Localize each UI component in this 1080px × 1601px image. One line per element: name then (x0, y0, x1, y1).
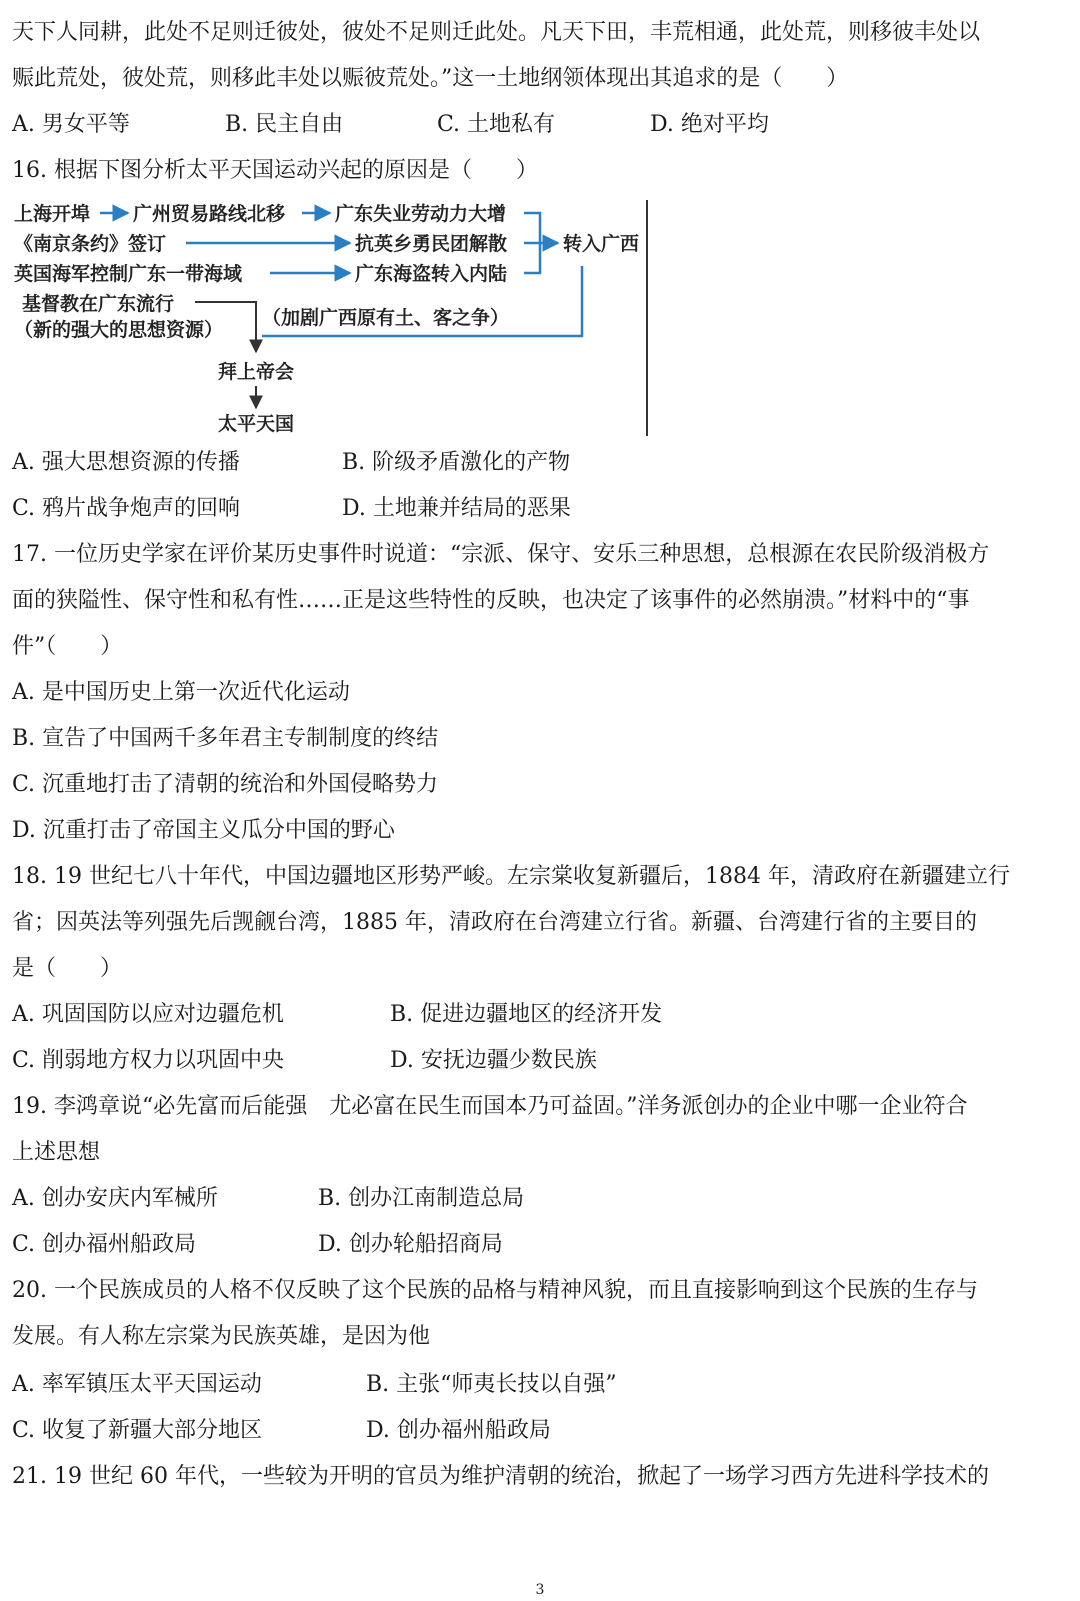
q20-option-a: A. 率军镇压太平天国运动 (12, 1372, 262, 1397)
q17-option-b: B. 宣告了中国两千多年君主专制制度的终结 (12, 726, 439, 751)
q19-line-2: 上述思想 (12, 1140, 101, 1165)
q16-option-b: B. 阶级矛盾激化的产物 (342, 450, 571, 475)
diagram-node-british-navy: 英国海军控制广东一带海域 (14, 263, 243, 285)
q20-option-c: C. 收复了新疆大部分地区 (12, 1418, 263, 1443)
diagram-node-taiping: 太平天国 (218, 413, 295, 435)
diagram-node-pirates: 广东海盗转入内陆 (355, 263, 508, 285)
q18-option-d: D. 安抚边疆少数民族 (390, 1048, 597, 1073)
diagram-node-god-worship: 拜上帝会 (218, 361, 295, 383)
page-number: 3 (535, 1582, 545, 1598)
q20-line-2: 发展。有人称左宗棠为民族英雄，是因为他 (12, 1324, 431, 1349)
diagram-node-nanjing-treaty: 《南京条约》签订 (14, 233, 167, 255)
q16-option-c: C. 鸦片战争炮声的回响 (12, 496, 241, 521)
diagram-node-hakka-conflict: （加剧广西原有土、客之争） (262, 307, 510, 329)
diagram-node-shanghai: 上海开埠 (14, 203, 91, 225)
q18-option-b: B. 促进边疆地区的经济开发 (390, 1002, 663, 1027)
q20-line-1: 20. 一个民族成员的人格不仅反映了这个民族的品格与精神风貌，而且直接影响到这个民族的生存与 (12, 1278, 978, 1303)
q18-option-a: A. 巩固国防以应对边疆危机 (12, 1002, 284, 1027)
diagram-node-thought-resource: （新的强大的思想资源） (14, 319, 224, 341)
q16-cause-diagram (0, 196, 680, 446)
diagram-node-militia-disband: 抗英乡勇民团解散 (355, 233, 508, 255)
q15-option-b: B. 民主自由 (225, 112, 344, 137)
diagram-node-guangzhou-trade: 广州贸易路线北移 (133, 203, 286, 225)
q17-line-3: 件”（ ） (12, 634, 123, 659)
q16-stem: 16. 根据下图分析太平天国运动兴起的原因是（ ） (12, 158, 538, 183)
q18-line-1: 18. 19 世纪七八十年代，中国边疆地区形势严峻。左宗棠收复新疆后，1884 年，清政府在新疆建立行 (12, 864, 1010, 889)
q20-option-b: B. 主张“师夷长技以自强” (366, 1372, 617, 1397)
q19-option-b: B. 创办江南制造总局 (318, 1186, 525, 1211)
q17-option-d: D. 沉重打击了帝国主义瓜分中国的野心 (12, 818, 395, 843)
q17-option-c: C. 沉重地打击了清朝的统治和外国侵略势力 (12, 772, 439, 797)
intro-line-1: 天下人同耕，此处不足则迁彼处，彼处不足则迁此处。凡天下田，丰荒相通，此处荒，则移彼丰处以 (12, 20, 981, 45)
q17-line-1: 17. 一位历史学家在评价某历史事件时说道：“宗派、保守、安乐三种思想，总根源在农民阶级消极方 (12, 542, 990, 567)
q17-option-a: A. 是中国历史上第一次近代化运动 (12, 680, 350, 705)
q18-line-2: 省；因英法等列强先后觊觎台湾，1885 年，清政府在台湾建立行省。新疆、台湾建行省的主要目的 (12, 910, 977, 935)
q18-line-3: 是（ ） (12, 956, 123, 981)
q21-line-1: 21. 19 世纪 60 年代，一些较为开明的官员为维护清朝的统治，掀起了一场学习西方先进科学技术的 (12, 1464, 989, 1489)
q19-option-c: C. 创办福州船政局 (12, 1232, 197, 1257)
q15-option-a: A. 男女平等 (12, 112, 130, 137)
q19-line-1: 19. 李鸿章说“必先富而后能强 尤必富在民生而国本乃可益固。”洋务派创办的企业中哪一企业符合 (12, 1094, 968, 1119)
diagram-node-to-guangxi: 转入广西 (563, 233, 640, 255)
q16-option-d: D. 土地兼并结局的恶果 (342, 496, 571, 521)
diagram-node-unemployment: 广东失业劳动力大增 (335, 203, 507, 225)
q18-option-c: C. 削弱地方权力以巩固中央 (12, 1048, 285, 1073)
q19-option-d: D. 创办轮船招商局 (318, 1232, 503, 1257)
q19-option-a: A. 创办安庆内军械所 (12, 1186, 218, 1211)
q16-option-a: A. 强大思想资源的传播 (12, 450, 240, 475)
q20-option-d: D. 创办福州船政局 (366, 1418, 551, 1443)
q15-option-d: D. 绝对平均 (650, 112, 769, 137)
q17-line-2: 面的狭隘性、保守性和私有性……正是这些特性的反映，也决定了该事件的必然崩溃。”材料中的“事 (12, 588, 970, 613)
diagram-node-christianity: 基督教在广东流行 (22, 293, 175, 315)
q15-option-c: C. 土地私有 (437, 112, 556, 137)
intro-line-2: 赈此荒处，彼处荒，则移此丰处以赈彼荒处。”这一土地纲领体现出其追求的是（ ） (12, 66, 849, 91)
